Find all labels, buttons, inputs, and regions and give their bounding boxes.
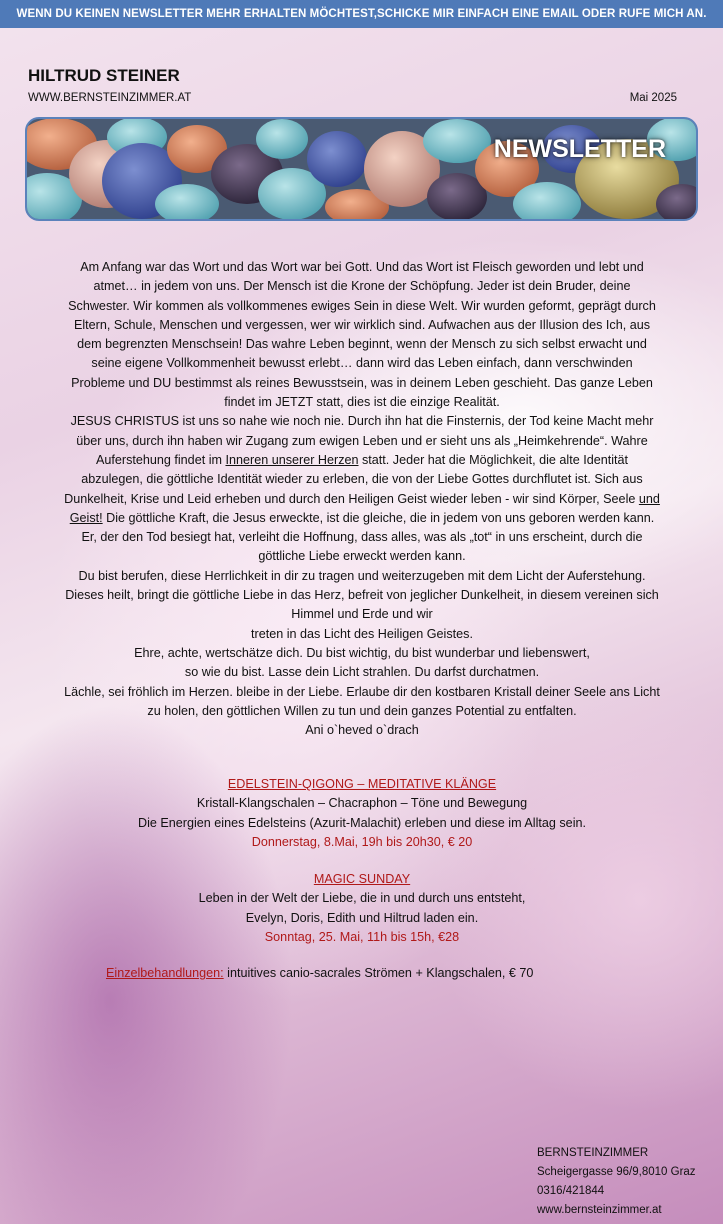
article-paragraph (64, 412, 660, 547)
underlined-text: Inneren unserer Herzen (225, 452, 359, 467)
article-paragraph: Du bist berufen, diese Herrlichkeit in dir zu tragen und weiterzugeben mit dem Licht der Auferstehung. Dieses heilt, bringt die göttliche Liebe in das Herz, befreit von jeglicher Dunkelheit, in diesem vereinen sich Himmel und Erde und wir (65, 568, 659, 622)
article-text: Die göttliche Kraft, die Jesus erweckte, ist die gleiche, die in jedem von uns geboren werden kann. Er, der den Tod besiegt hat, verleiht die Hoffnung, dass alles, was als „tot“ in uns erscheint, durch die (81, 510, 655, 545)
treatments-text: intuitives canio-sacrales Strömen + Klangschalen, € 70 (223, 966, 534, 980)
event-qigong (64, 775, 660, 852)
header-website-link[interactable]: WWW.BERNSTEINZIMMER.AT (28, 92, 192, 104)
newsletter-title: NEWSLETTER (493, 135, 666, 163)
article-paragraph: treten in das Licht des Heiligen Geistes. (251, 626, 473, 641)
underlined-text: und Geist! (69, 491, 660, 525)
hero-banner (25, 117, 698, 221)
event-description: Kristall-Klangschalen – Chacraphon – Töne und Bewegung (196, 796, 528, 811)
article-paragraph: Ehre, achte, wertschätze dich. Du bist wichtig, du bist wunderbar und liebenswert, (134, 645, 590, 660)
article-text: JESUS CHRISTUS ist uns so nahe wie noch nie. Durch ihn hat die Finsternis, der Tod keine Macht mehr über uns, durch ihn haben wir Zugang zum ewigen Leben und er sieht uns als „Heimkehrende“. Wahre Auferstehung findet im (70, 414, 654, 467)
article-signature: Ani o`heved o`drach (305, 723, 419, 738)
treatments-label[interactable]: Einzelbehandlungen: (106, 966, 224, 980)
event-description: Die Energien eines Edelsteins (Azurit-Malachit) erleben und diese im Alltag sein. (137, 815, 586, 830)
author-name: HILTRUD STEINER (28, 66, 180, 85)
event-description: Evelyn, Doris, Edith und Hiltrud laden ein. (245, 910, 479, 925)
event-title[interactable]: EDELSTEIN-QIGONG – MEDITATIVE KLÄNGE (227, 777, 497, 791)
footer-phone[interactable]: 0316/421844 (537, 1185, 605, 1197)
event-date: Donnerstag, 8.Mai, 19h bis 20h30, € 20 (251, 834, 473, 849)
event-date: Sonntag, 25. Mai, 11h bis 15h, €28 (264, 929, 460, 944)
footer-website-link[interactable]: www.bernsteinzimmer.at (537, 1204, 662, 1216)
article-paragraph: Am Anfang war das Wort und das Wort war bei Gott. Und das Wort ist Fleisch geworden und lebt und atmet… in jedem von uns. Der Mensch ist die Krone der Schöpfung. Jeder ist dein Bruder, deine Schwester. Wir kommen als vollkommenes ewiges Sein in diese Welt. Wir wurden geformt, geprägt durch Eltern, Schule, Menschen und vergessen, wer wir wirklich sind. Aufwachen aus der Illusion des Ich, aus dem begrenzten Menschsein! Das wahre Leben beginnt, wenn der Mensch zu sich selbst erwacht und seine eigene Vollkommenheit bewusst erlebt… dann wird das Leben einfach, dann verschwinden Probleme und DU bestimmst als reines Bewusstsein, was in deinem Leben geschieht. Das ganze Leben findet im JETZT statt, dies ist die einzige Realität. (68, 260, 656, 410)
footer-address: Scheigergasse 96/9,8010 Graz (537, 1166, 696, 1178)
article-body (64, 258, 660, 740)
event-magic-sunday (64, 870, 660, 947)
article-paragraph: so wie du bist. Lasse dein Licht strahlen. Du darfst durchatmen. (184, 665, 540, 680)
article-paragraph: göttliche Liebe erweckt werden kann. (258, 549, 466, 564)
event-description: Leben in der Welt der Liebe, die in und durch uns entsteht, (198, 891, 526, 906)
contact-footer (537, 1144, 696, 1220)
footer-company: BERNSTEINZIMMER (537, 1147, 649, 1159)
article-paragraph: Lächle, sei fröhlich im Herzen. bleibe in der Liebe. Erlaube dir den kostbaren Kristall deiner Seele ans Licht zu holen, den göttlichen Willen zu tun und dein ganzes Potential zu entfalten. (64, 684, 660, 718)
event-title[interactable]: MAGIC SUNDAY (313, 872, 411, 886)
article-text: statt. Jeder hat die Möglichkeit, die alte Identität abzulegen, die göttliche Identität wieder zu erleben, die von der Liebe Gottes durchflutet ist. Sich aus Dunkelheit, Krise und Leid erheben und durch den Heiligen Geist wieder leben - wir sind Körper, Seele (64, 452, 643, 506)
top-banner: WENN DU KEINEN NEWSLETTER MEHR ERHALTEN MÖCHTEST,SCHICKE MIR EINFACH EINE EMAIL ODER RUFE MICH AN. (0, 0, 723, 28)
issue-date: Mai 2025 (629, 92, 677, 104)
gemstones-image (27, 119, 696, 219)
treatments-line (106, 966, 533, 980)
